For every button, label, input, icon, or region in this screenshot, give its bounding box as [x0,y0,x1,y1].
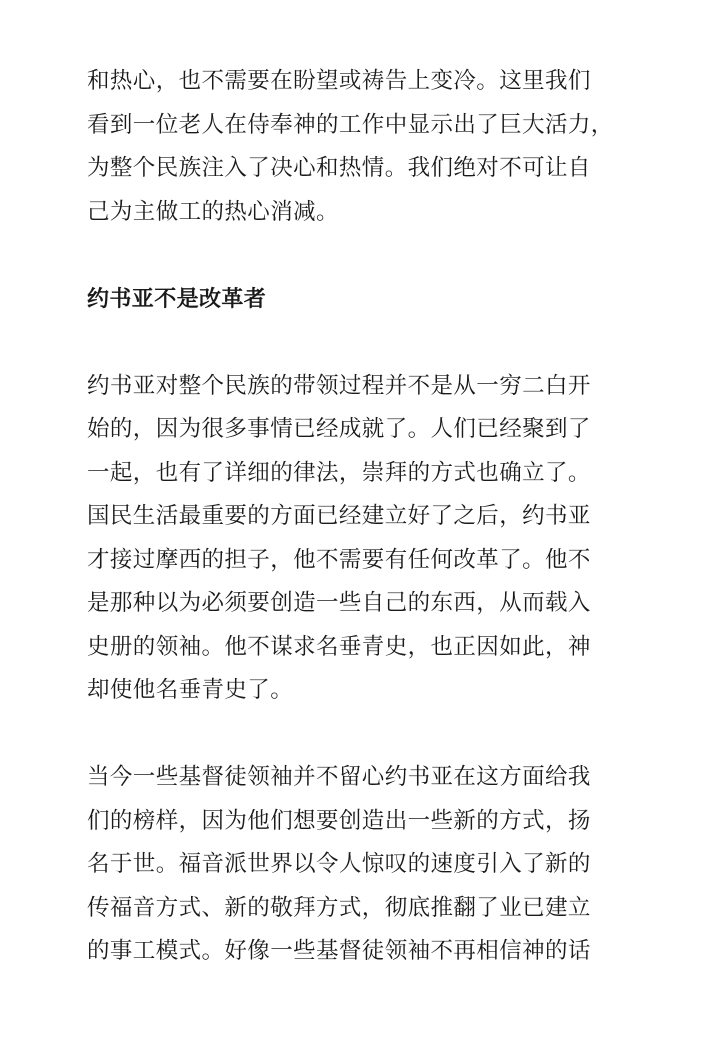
paragraph-spacer [87,234,627,278]
paragraph-line: 一起，也有了详细的律法，崇拜的方式也确立了。 [87,459,591,486]
paragraph-line: 史册的领袖。他不谋求名垂青史，也正因如此，神 [87,633,591,660]
paragraph-line: 约书亚对整个民族的带领过程并不是从一穷二白开 [87,372,591,399]
paragraph-2 [87,365,627,713]
paragraph-line: 们的榜样，因为他们想要创造出一些新的方式，扬 [87,807,591,834]
paragraph-line: 名于世。福音派世界以令人惊叹的速度引入了新的 [87,851,591,877]
paragraph-line: 和热心，也不需要在盼望或祷告上变冷。这里我们 [87,68,591,94]
paragraph-line: 才接过摩西的担子，他不需要有任何改革了。他不 [87,546,591,573]
paragraph-3 [87,756,627,974]
paragraph-line: 己为主做工的热心消减。 [87,198,339,225]
paragraph-line: 为整个民族注入了决心和热情。我们绝对不可让自 [87,155,591,181]
paragraph-line: 看到一位老人在侍奉神的工作中显示出了巨大活力， [87,111,614,138]
paragraph-line: 始的，因为很多事情已经成就了。人们已经聚到了 [87,416,591,442]
paragraph-spacer [87,713,627,757]
paragraph-line: 的事工模式。好像一些基督徒领袖不再相信神的话 [87,938,591,964]
paragraph-line: 传福音方式、新的敬拜方式，彻底推翻了业已建立 [87,894,591,921]
paragraph-1 [87,60,627,234]
paragraph-line: 国民生活最重要的方面已经建立好了之后，约书亚 [87,503,591,529]
paragraph-line: 是那种以为必须要创造一些自己的东西，从而载入 [87,590,591,616]
paragraph-line: 当今一些基督徒领袖并不留心约书亚在这方面给我 [87,764,591,790]
section-heading: 约书亚不是改革者 [87,286,267,312]
article-body [87,60,627,974]
paragraph-spacer [87,321,627,365]
paragraph-line: 却使他名垂青史了。 [87,677,294,703]
